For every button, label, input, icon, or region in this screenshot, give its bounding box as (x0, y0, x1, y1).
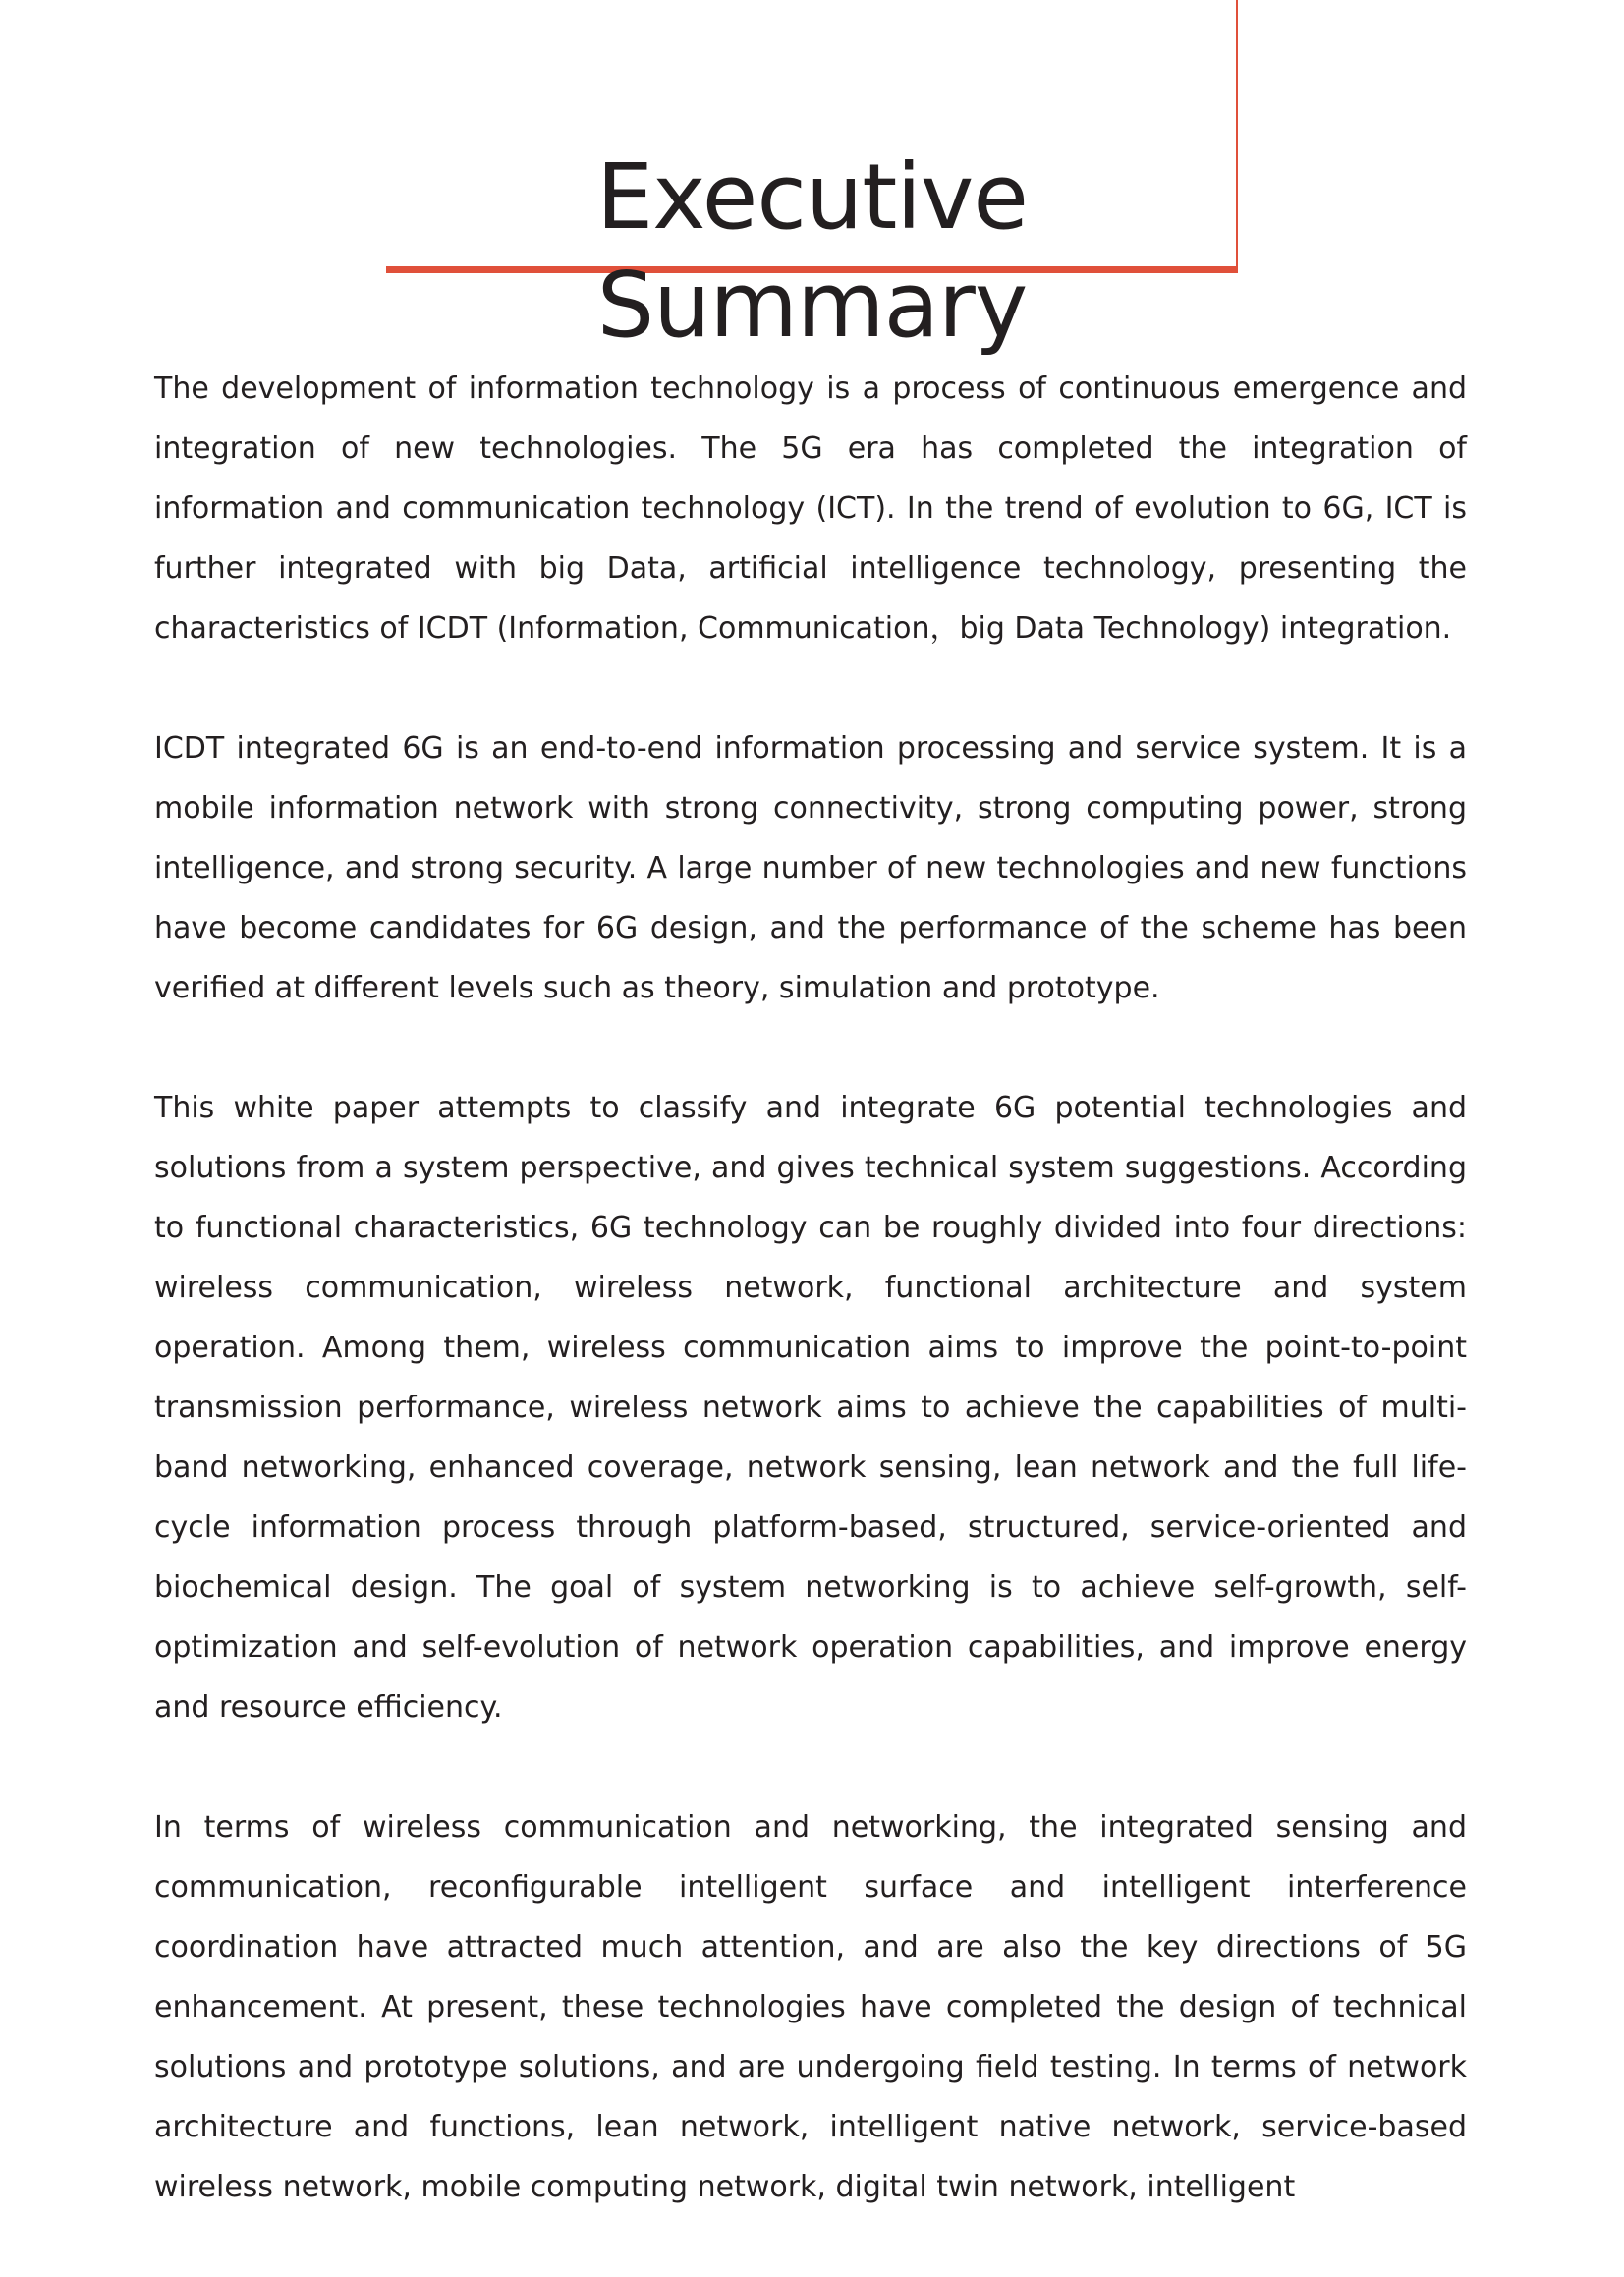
paragraph-1: The development of information technology is a process of continuous emergence and integration of new technologies. The 5G era has completed the integration of information and communication technology (ICT). In the trend of evolution to 6G, ICT is further integrated with big Data, artificial intelligence technology, presenting the characteristics of ICDT (Information, Communication，big Data Technology) integration. (154, 371, 1467, 646)
page-title: Executive Summary (596, 144, 1028, 359)
paragraph-3: This white paper attempts to classify and integrate 6G potential technologies and solutions from a system perspective, and gives technical system suggestions. According to functional characteristics, 6G technology can be roughly divided into four directions: wireless communication, wireless network, functional architecture and system operation. Among them, wireless communication aims to improve the point-to-point transmission performance, wireless network aims to achieve the capabilities of multi-band networking, enhanced coverage, network sensing, lean network and the full life-cycle information process through platform-based, structured, service-oriented and biochemical design. The goal of system networking is to achieve self-growth, self-optimization and self-evolution of network operation capabilities, and improve energy and resource efficiency. (154, 1091, 1467, 1725)
document-body (154, 359, 1467, 2277)
paragraph-2: ICDT integrated 6G is an end-to-end information processing and service system. It is a mobile information network with strong connectivity, strong computing power, strong intelligence, and strong security. A large number of new technologies and new functions have become candidates for 6G design, and the performance of the scheme has been verified at different levels such as theory, simulation and prototype. (154, 731, 1467, 1005)
paragraph-4: In terms of wireless communication and networking, the integrated sensing and communication, reconfigurable intelligent surface and intelligent interference coordination have attracted much attention, and are also the key directions of 5G enhancement. At present, these technologies have completed the design of technical solutions and prototype solutions, and are undergoing field testing. In terms of network architecture and functions, lean network, intelligent native network, service-based wireless network, mobile computing network, digital twin network, intelligent (154, 1810, 1467, 2204)
